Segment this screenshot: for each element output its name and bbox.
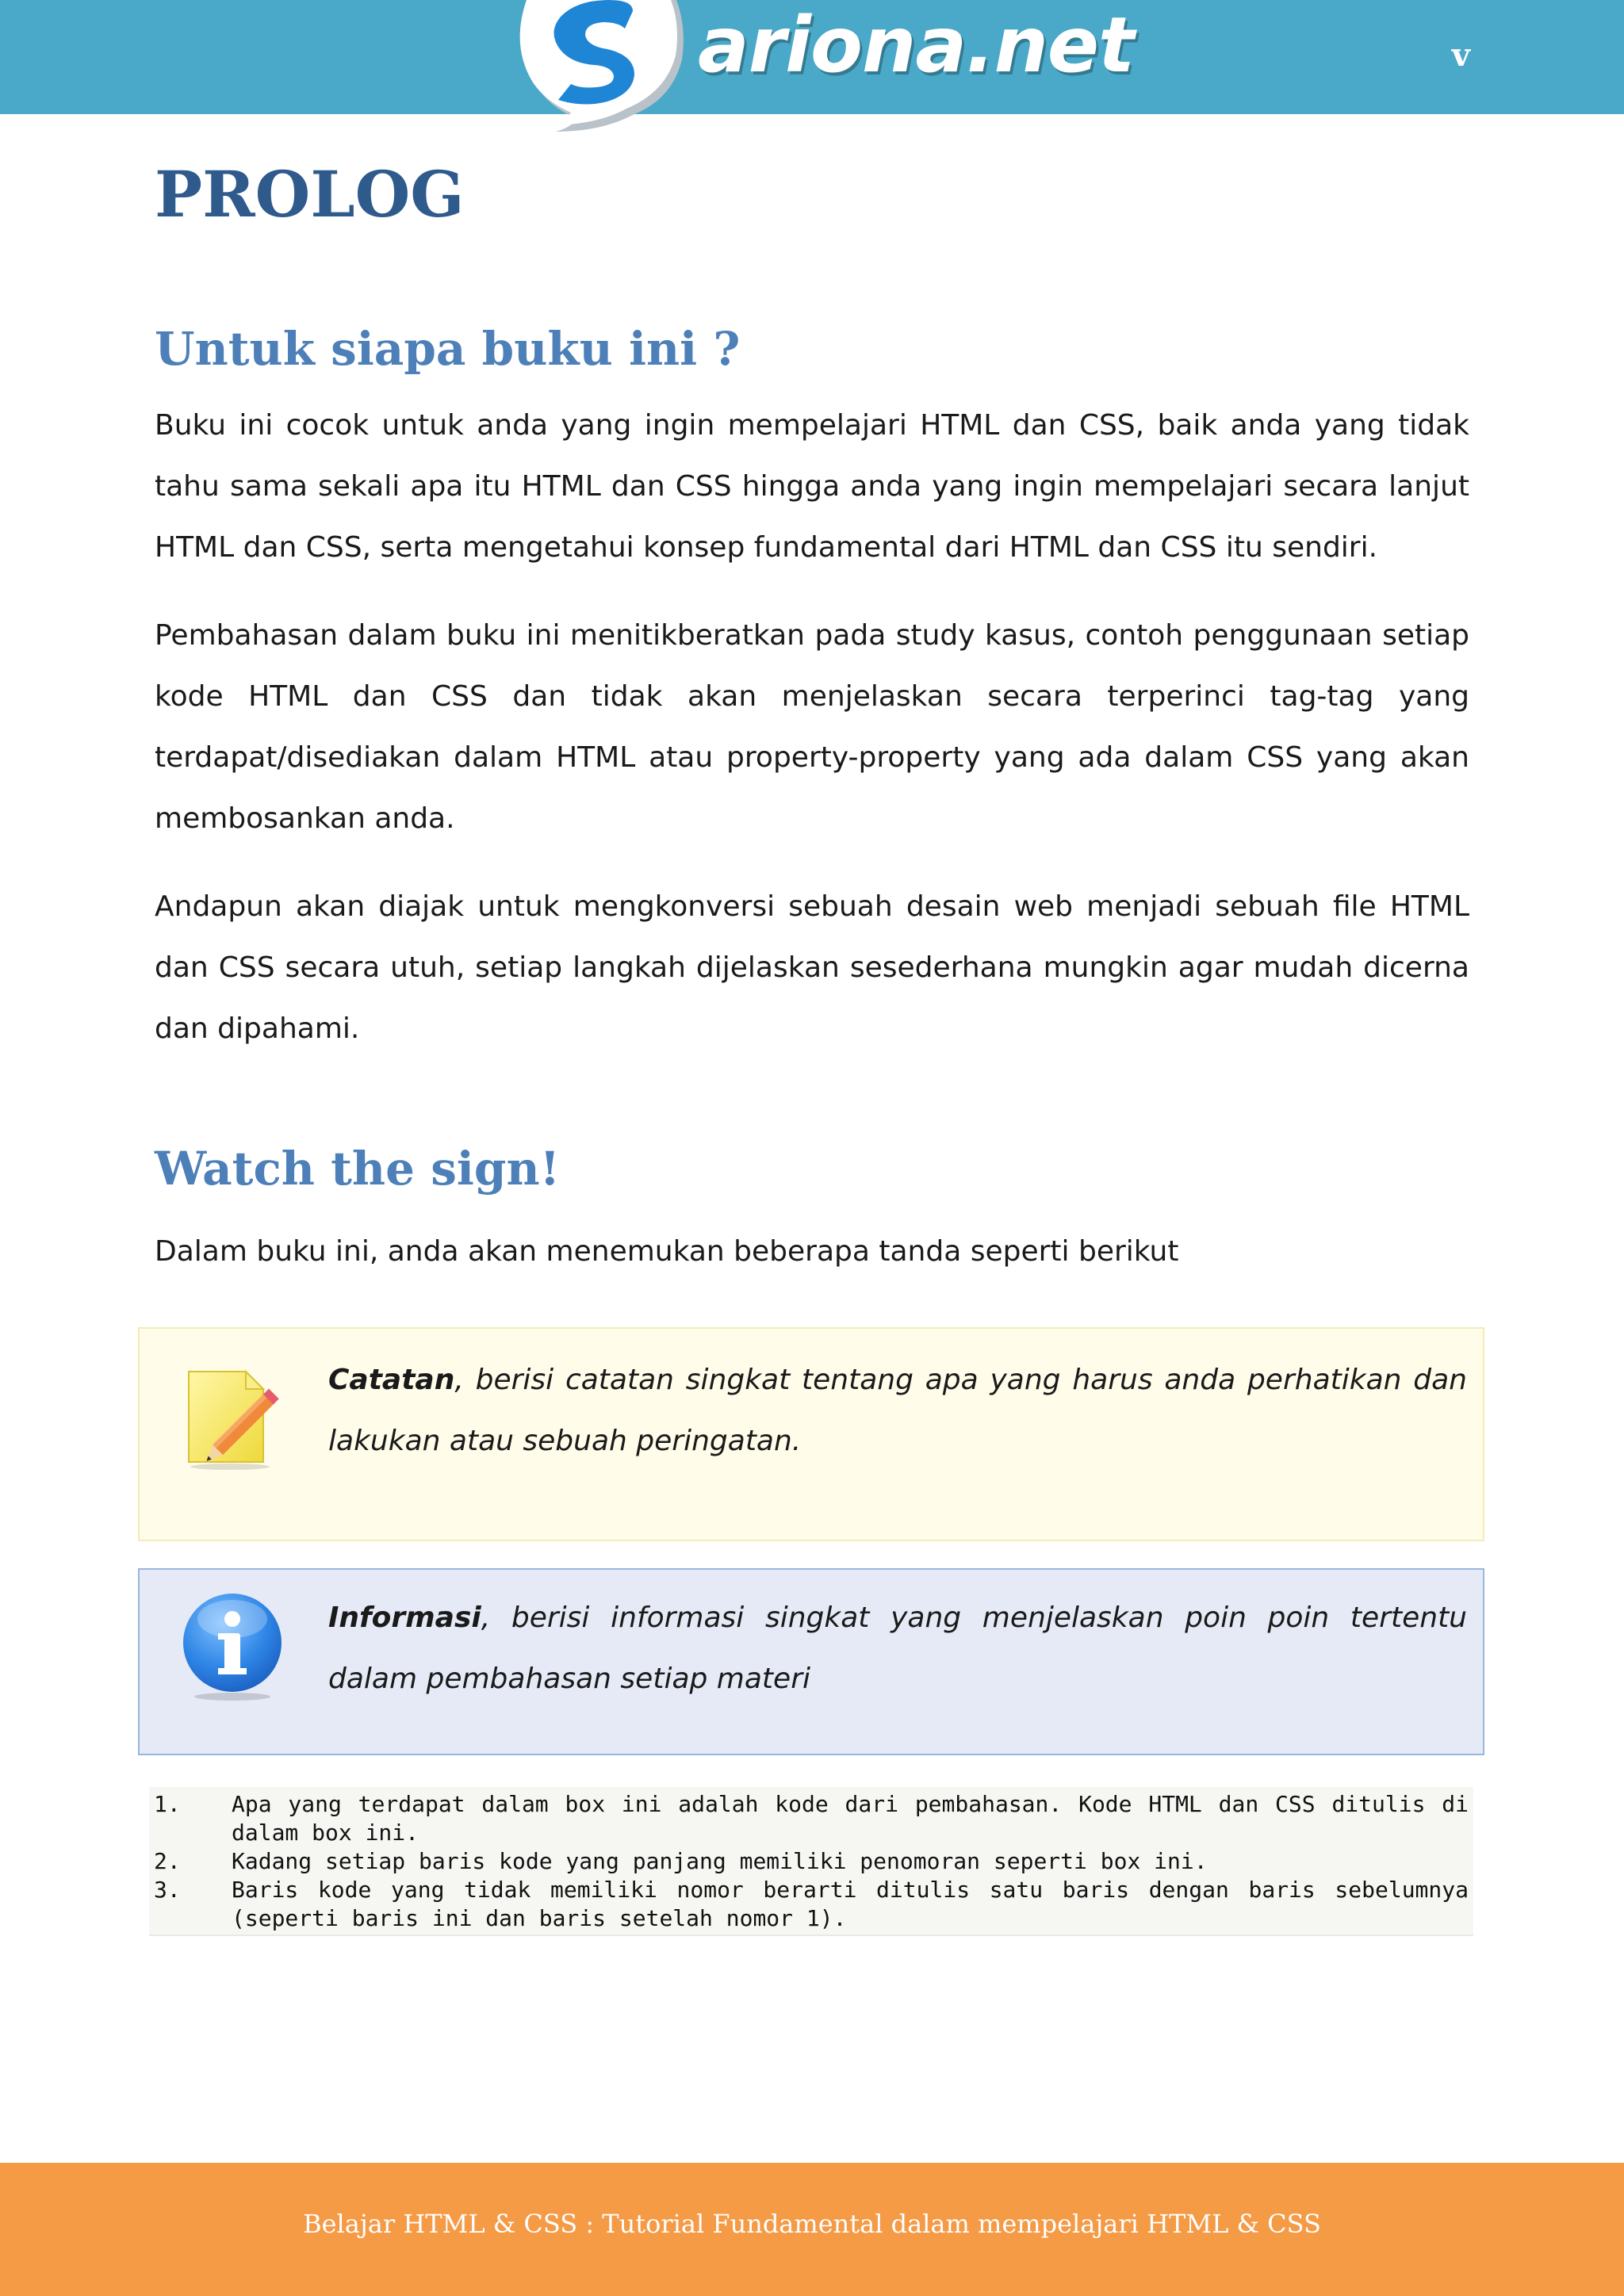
page-footer [0, 2163, 1624, 2296]
info-box [138, 1568, 1484, 1755]
paragraph: Andapun akan diajak untuk mengkonversi sebuah desain web menjadi sebuah file HTML dan CSS secara utuh, setiap langkah dijelaskan sesederhana mungkin agar mudah dicerna dan dipahami. [155, 890, 1469, 1045]
page-header [0, 0, 1624, 114]
paragraph: Buku ini cocok untuk anda yang ingin mempelajari HTML dan CSS, baik anda yang tidak tahu sama sekali apa itu HTML dan CSS hingga anda yang ingin mempelajari secara lanjut HTML dan CSS, serta mengetahui konsep fundamental dari HTML dan CSS itu sendiri. [155, 409, 1469, 564]
logo-text: ariona.net [698, 1, 1134, 90]
code-line-text: Baris kode yang tidak memiliki nomor berarti ditulis satu baris dengan baris sebelumnya (seperti baris ini dan baris setelah nomor 1). [232, 1877, 1469, 1931]
code-line-number: 3. [154, 1877, 181, 1903]
code-box [149, 1787, 1473, 1936]
info-icon [181, 1592, 284, 1695]
note-term: Catatan [328, 1364, 455, 1396]
code-line-number: 2. [154, 1848, 181, 1874]
code-line [154, 1876, 1469, 1933]
note-box [138, 1327, 1484, 1541]
paragraph: Dalam buku ini, anda akan menemukan beberapa tanda seperti berikut [155, 1235, 1179, 1268]
page-number: v [1451, 36, 1470, 74]
info-text [328, 1587, 1467, 1709]
note-description: , berisi catatan singkat tentang apa yang harus anda perhatikan dan lakukan atau sebuah peringatan. [328, 1364, 1467, 1457]
code-line-number: 1. [154, 1791, 181, 1817]
code-line [154, 1790, 1469, 1847]
info-description: , berisi informasi singkat yang menjelaskan poin poin tertentu dalam pembahasan setiap materi [328, 1601, 1467, 1695]
section-heading-audience: Untuk siapa buku ini ? [155, 322, 741, 376]
code-line-text: Kadang setiap baris kode yang panjang memiliki penomoran seperti box ini. [232, 1848, 1208, 1874]
footer-text: Belajar HTML & CSS : Tutorial Fundamental dalam mempelajari HTML & CSS [303, 2209, 1321, 2239]
section-heading-signs: Watch the sign! [155, 1142, 561, 1196]
note-text [328, 1349, 1467, 1471]
logo-icon [514, 0, 696, 133]
code-line [154, 1847, 1469, 1876]
page-title: PROLOG [155, 157, 465, 232]
code-line-text: Apa yang terdapat dalam box ini adalah kode dari pembahasan. Kode HTML dan CSS ditulis di dalam box ini. [232, 1791, 1469, 1846]
note-pencil-icon [181, 1368, 284, 1471]
info-term: Informasi [328, 1601, 481, 1634]
paragraph: Pembahasan dalam buku ini menitikberatkan pada study kasus, contoh penggunaan setiap kode HTML dan CSS dan tidak akan menjelaskan secara terperinci tag-tag yang terdapat/disediakan dalam HTML atau property-property yang ada dalam CSS yang akan membosankan anda. [155, 619, 1469, 835]
main-content [155, 151, 1469, 1282]
